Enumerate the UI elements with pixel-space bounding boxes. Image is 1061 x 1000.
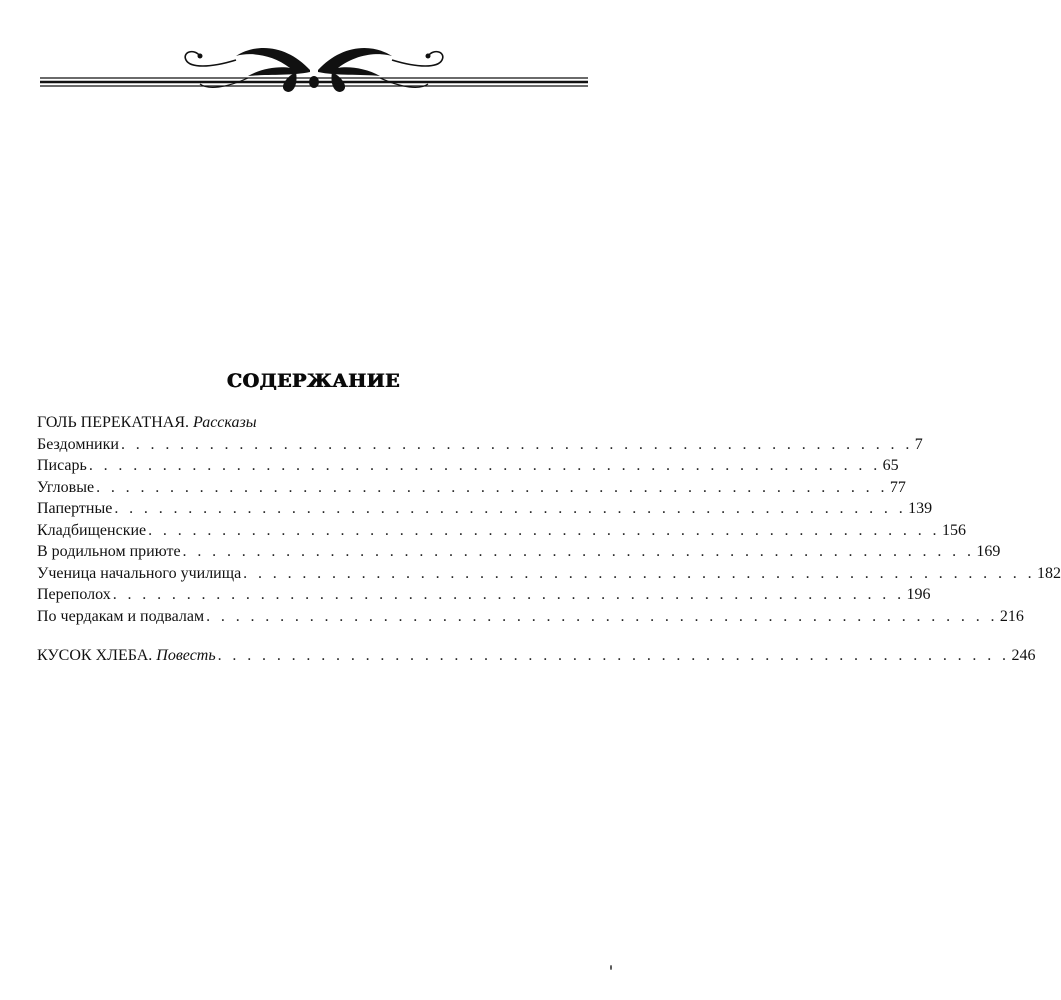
toc-entry[interactable] [37, 541, 1001, 563]
entry-title: Ученица начального училища [37, 564, 242, 582]
section-title-text: ГОЛЬ ПЕРЕКАТНАЯ. [37, 414, 190, 431]
section-genre: Рассказы [193, 414, 257, 431]
dot-leader: . . . . . . . . . . . . . . . . . . . . . . . . . . . . . . . . . . . . . . . . . . . . . . . . . . . . . . [182, 543, 975, 560]
entry-title: Кладбищенские [37, 521, 147, 539]
entry-title: В родильном приюте [37, 543, 181, 560]
entry-page: 156 [941, 521, 966, 539]
toc-entry[interactable] [37, 563, 1061, 585]
dot-leader: . . . . . . . . . . . . . . . . . . . . . . . . . . . . . . . . . . . . . . . . . . . . . . . . . . . . . . [206, 607, 998, 625]
final-entry-genre: Повесть [156, 647, 216, 664]
scan-speck [610, 965, 612, 970]
toc-entry[interactable] [37, 477, 906, 499]
page-title: СОДЕРЖАНИЕ [226, 370, 401, 392]
entry-page: 139 [908, 500, 933, 517]
entry-title: Переполох [37, 586, 111, 603]
toc-entry[interactable] [37, 520, 966, 542]
entry-page: 7 [914, 435, 923, 453]
entry-page: 65 [882, 457, 899, 474]
entry-page: 196 [906, 586, 931, 603]
dot-leader: . . . . . . . . . . . . . . . . . . . . . . . . . . . . . . . . . . . . . . . . . . . . . . . . . . . . . . [243, 564, 1035, 582]
entry-title: По чердакам и подвалам [37, 607, 205, 625]
entry-title: Бездомники [37, 435, 119, 453]
dot-leader: . . . . . . . . . . . . . . . . . . . . . . . . . . . . . . . . . . . . . . . . . . . . . . . . . . . . . . [217, 647, 1010, 664]
entry-title [37, 645, 216, 667]
toc-entry[interactable] [37, 434, 923, 456]
dot-leader: . . . . . . . . . . . . . . . . . . . . . . . . . . . . . . . . . . . . . . . . . . . . . . . . . . . . . . [96, 478, 888, 496]
entry-page: 169 [976, 543, 1001, 560]
final-entry-title: КУСОК ХЛЕБА. [37, 647, 153, 664]
ornament-flourish [185, 48, 443, 92]
toc-entry[interactable] [37, 498, 933, 520]
entry-title: Угловые [37, 478, 95, 496]
dot-leader: . . . . . . . . . . . . . . . . . . . . . . . . . . . . . . . . . . . . . . . . . . . . . . . . . . . . . . [112, 586, 905, 603]
dot-leader: . . . . . . . . . . . . . . . . . . . . . . . . . . . . . . . . . . . . . . . . . . . . . . . . . . . . . . [120, 435, 913, 453]
section-title [37, 412, 528, 434]
entry-page: 216 [999, 607, 1024, 625]
dot-leader: . . . . . . . . . . . . . . . . . . . . . . . . . . . . . . . . . . . . . . . . . . . . . . . . . . . . . . [88, 457, 881, 474]
section-gap [37, 627, 528, 645]
entry-page: 77 [889, 478, 906, 496]
dot-leader: . . . . . . . . . . . . . . . . . . . . . . . . . . . . . . . . . . . . . . . . . . . . . . . . . . . . . . [114, 500, 907, 517]
entry-page: 182 [1036, 564, 1061, 582]
toc-final-entry[interactable] [37, 645, 1036, 667]
toc-entry[interactable] [37, 455, 899, 477]
toc-entry[interactable] [37, 584, 931, 606]
header-ornament [40, 38, 588, 108]
entry-title: Писарь [37, 457, 87, 474]
entry-title: Папертные [37, 500, 113, 517]
dot-leader: . . . . . . . . . . . . . . . . . . . . . . . . . . . . . . . . . . . . . . . . . . . . . . . . . . . . . . [148, 521, 940, 539]
toc-entry[interactable] [37, 606, 1024, 628]
table-of-contents [37, 412, 1061, 667]
entry-page: 246 [1011, 647, 1036, 664]
